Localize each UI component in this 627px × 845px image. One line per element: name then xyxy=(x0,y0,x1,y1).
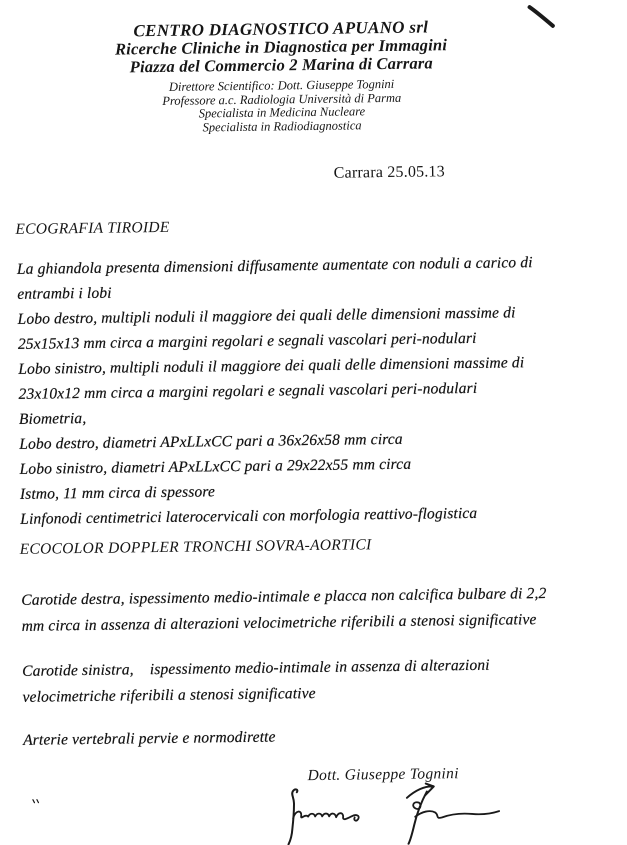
report-line: La ghiandola presenta dimensioni diffusamente aumentate con noduli a carico di xyxy=(16,254,533,278)
doppler-paragraph-vertebral xyxy=(23,720,611,753)
section-title-ecografia: ECOGRAFIA TIROIDE xyxy=(15,218,170,238)
report-line: velocimetriche riferibili a stenosi significative xyxy=(22,684,316,706)
report-line: Lobo sinistro, multipli noduli il maggiore dei quali delle dimensioni massime di xyxy=(18,354,525,378)
section-title-doppler: ECOCOLOR DOPPLER TRONCHI SOVRA-AORTICI xyxy=(19,536,372,558)
report-line: Istmo, 11 mm circa di spessore xyxy=(19,483,216,503)
clinic-address: Piazza del Commercio 2 Marina di Carrara xyxy=(129,53,434,77)
doppler-paragraph-right-carotid xyxy=(21,580,610,640)
letterhead xyxy=(0,16,568,137)
director-line: Direttore Scientifico: Dott. Giuseppe Tognini xyxy=(168,76,395,94)
date-line: Carrara 25.05.13 xyxy=(333,163,446,182)
report-line: Lobo destro, multipli noduli il maggiore dei quali delle dimensioni massime di xyxy=(17,304,516,328)
report-line: entrambi i lobi xyxy=(17,284,112,303)
doppler-paragraph-left-carotid xyxy=(22,651,611,711)
signature-initials-icon xyxy=(401,782,506,845)
credential-line: Specialista in Radiodiagnostica xyxy=(202,117,362,134)
credential-line: Professore a.c. Radiologia Università di Parma xyxy=(162,90,402,108)
report-line: Carotide destra, ispessimento medio-intimale e placca non calcifica bulbare di 2,2 xyxy=(21,584,547,609)
credential-line: Specialista in Medicina Nucleare xyxy=(198,104,366,121)
clinic-name: CENTRO DIAGNOSTICO APUANO srl xyxy=(133,17,429,41)
report-line: Carotide sinistra, ispessimento medio-intimale in assenza di alterazioni xyxy=(22,656,490,680)
clinic-subtitle: Ricerche Cliniche in Diagnostica per Immagini xyxy=(114,35,448,59)
report-line: Lobo destro, diametri APxLLxCC pari a 36x26x58 mm circa xyxy=(19,430,403,453)
ecografia-body xyxy=(17,249,609,532)
report-line: mm circa in assenza di alterazioni velocimetriche riferibili a stenosi significative xyxy=(21,611,537,635)
report-line: Linfonodi centimetrici laterocervicali con morfologia reattivo-flogistica xyxy=(20,504,478,528)
report-line: 23x10x12 mm circa a margini regolari e segnali vascolari peri-nodulari xyxy=(18,379,478,403)
signature-scribble-icon xyxy=(283,786,384,845)
report-line: Arterie vertebrali pervie e normodirette xyxy=(23,728,276,749)
report-line: 25x15x13 mm circa a margini regolari e segnali vascolari peri-nodulari xyxy=(17,329,477,353)
report-line: Lobo sinistro, diametri APxLLxCC pari a 29x22x55 mm circa xyxy=(19,455,412,478)
signatory-name: Dott. Giuseppe Tognini xyxy=(307,765,459,785)
ink-speck-icon xyxy=(31,798,41,806)
report-line: Biometria, xyxy=(18,409,87,428)
diagonal-pen-stroke-icon xyxy=(526,3,558,31)
